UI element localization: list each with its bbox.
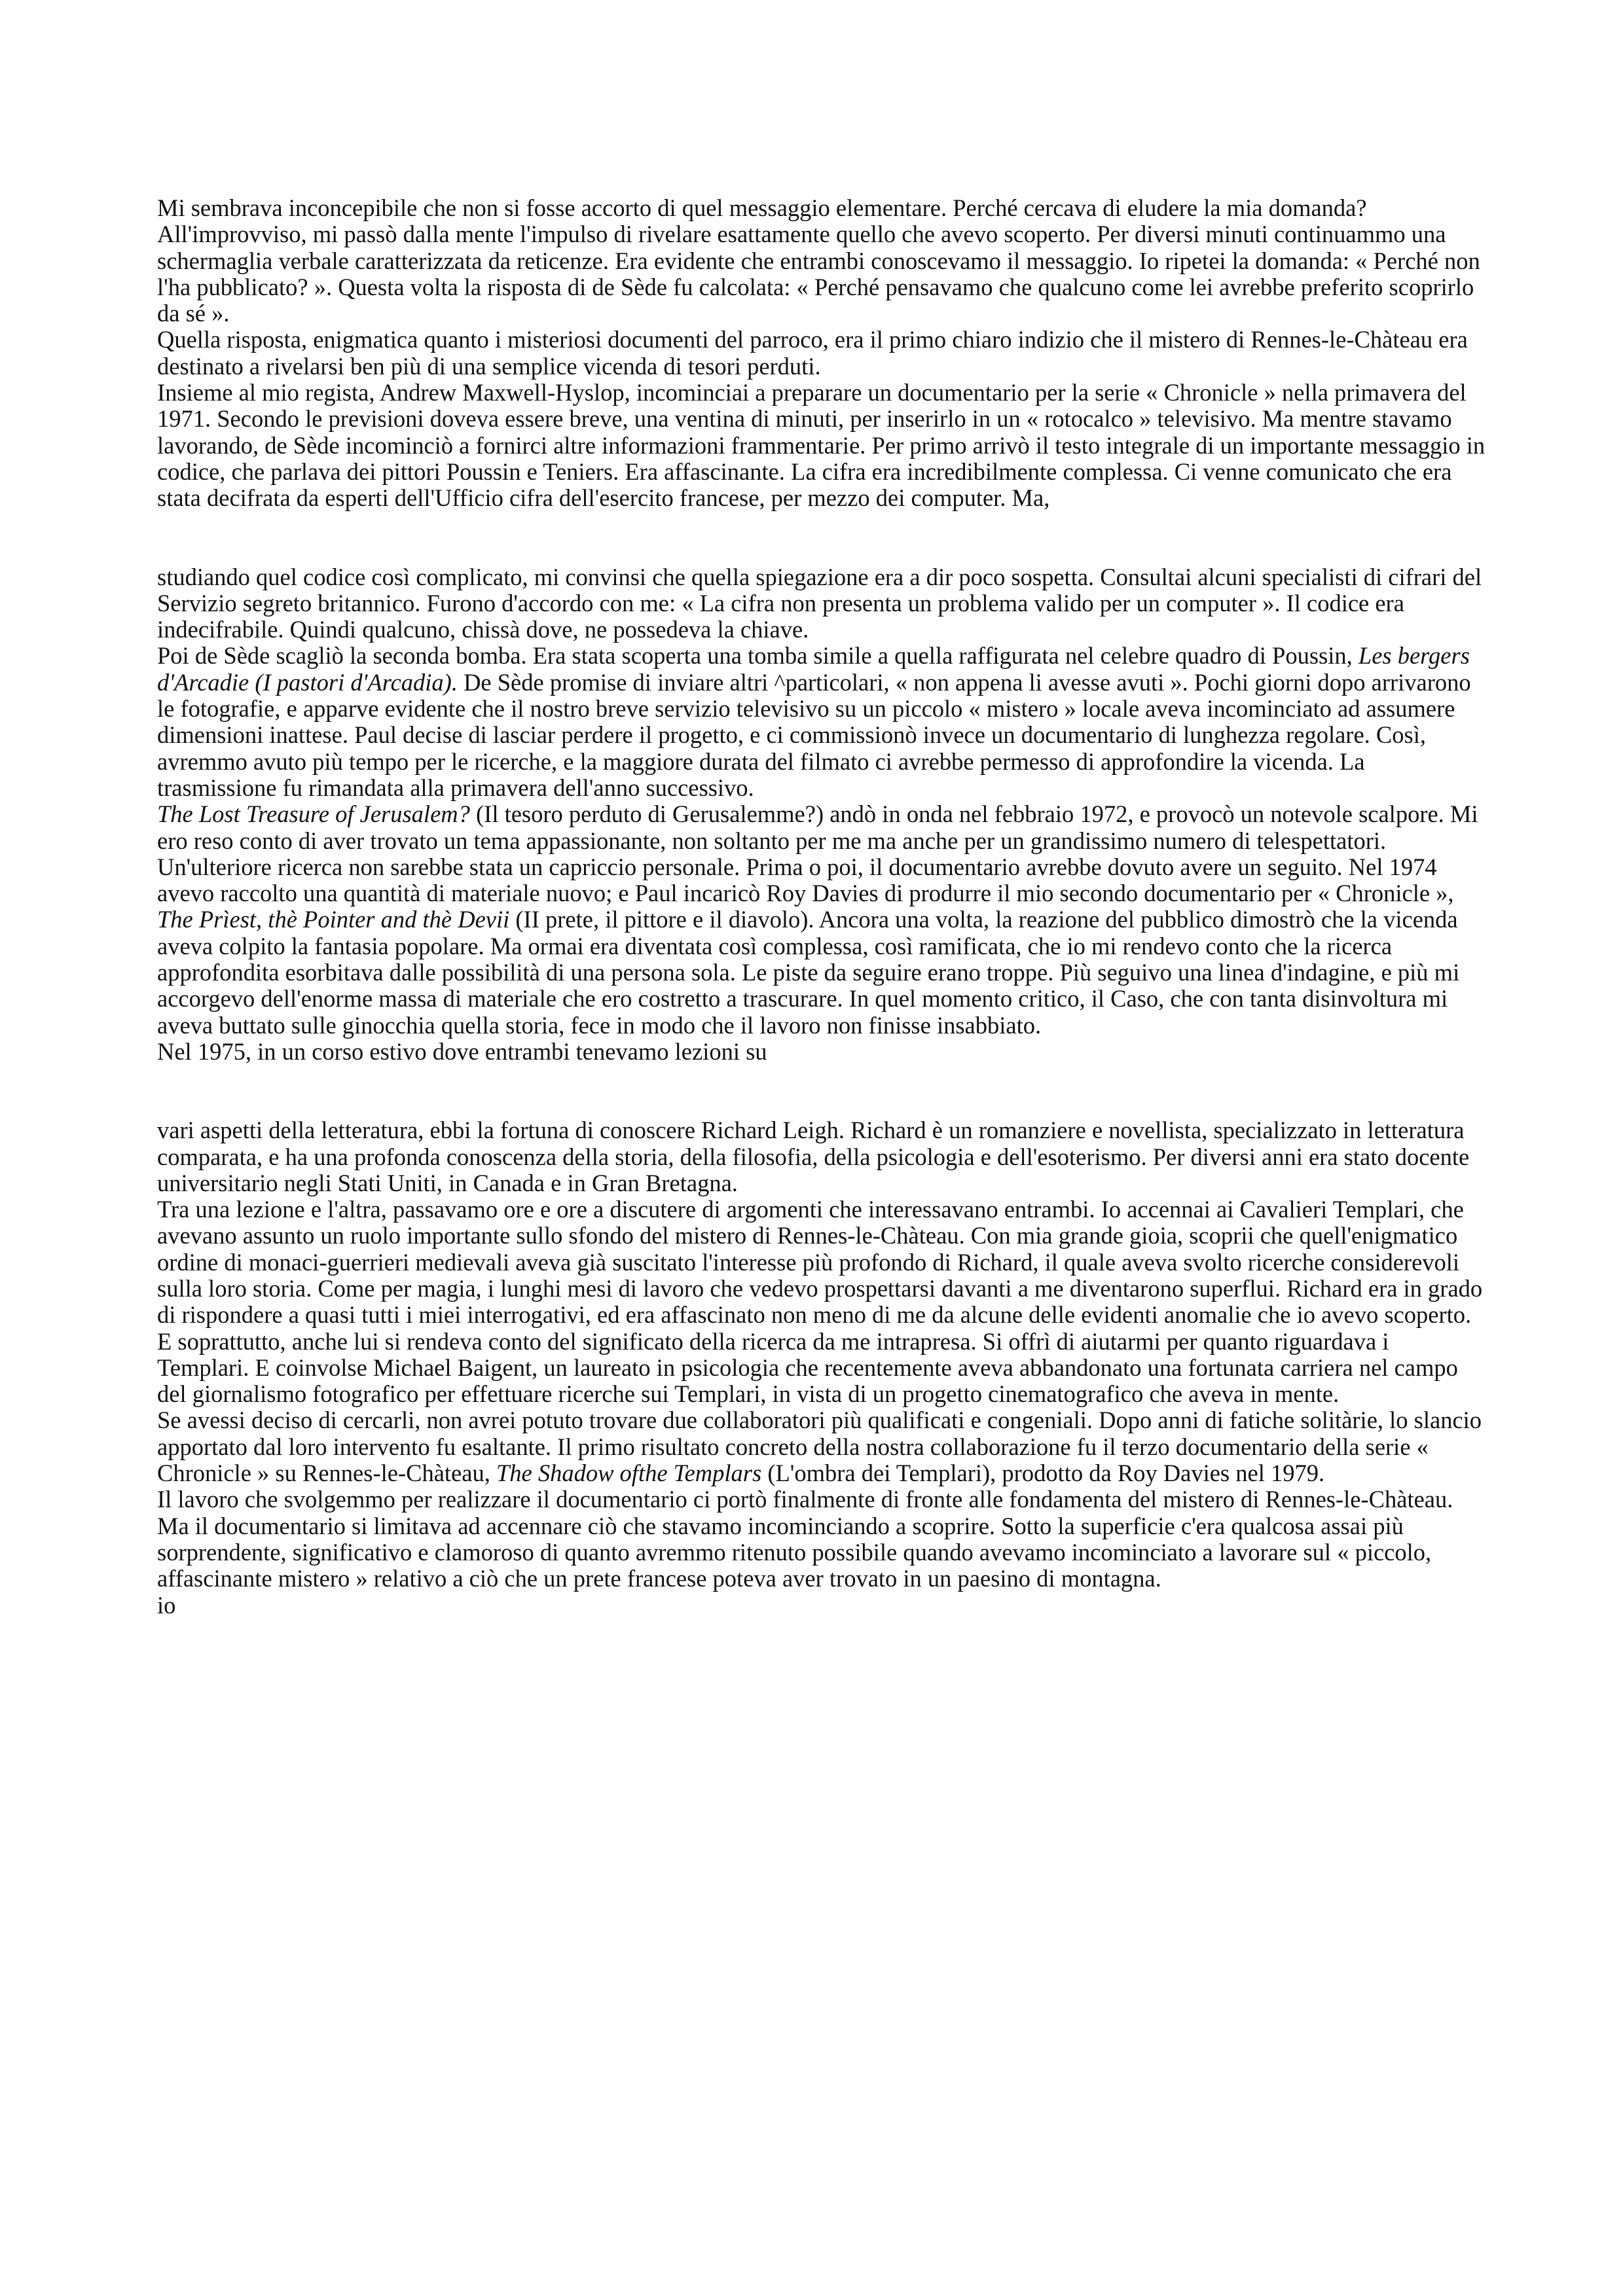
documentary-title: The Prìest, thè Pointer and thè Devii xyxy=(157,906,510,933)
text-run: De Sède promise di inviare altri ^particolari, « non appena li avesse avuti ». Pochi giorni dopo arrivarono le fotografie, e apparve evidente che il nostro breve servizio televisivo su un piccolo « mistero » locale aveva incominciato ad assumere dimensioni inattese. Paul decise di lasciar perdere il progetto, e ci commissionò invece un documentario di lunghezza regolare. Così, avremmo avuto più tempo per le ricerche, e la maggiore durata del filmato ci avrebbe permesso di approfondire la vicenda. La trasmissione fu rimandata alla primavera dell'anno successivo. xyxy=(157,668,1471,801)
paragraph: Quella risposta, enigmatica quanto i misteriosi documenti del parroco, era il primo chiaro indizio che il mistero di Rennes-le-Chàteau era destinato a rivelarsi ben più di una semplice vicenda di tesori perduti. xyxy=(157,326,1468,380)
text-block-2 xyxy=(157,564,1486,1066)
text-run: Poi de Sède scagliò la seconda bomba. Era stata scoperta una tomba simile a quella raffigurata nel celebre quadro di Poussin, xyxy=(157,642,1359,670)
text-block-1 xyxy=(157,195,1486,512)
page-break-gap xyxy=(157,1065,1486,1117)
paragraph: Nel 1975, in un corso estivo dove entrambi tenevamo lezioni su xyxy=(157,1037,767,1065)
document-page xyxy=(157,195,1486,1619)
paragraph: Mi sembrava inconcepibile che non si fosse accorto di quel messaggio elementare. Perché cercava di eludere la mia domanda? All'improvviso, mi passò dalla mente l'impulso di rivelare esattamente quello che avevo scoperto. Per diversi minuti continuammo una schermaglia verbale caratterizzata da reticenze. Era evidente che entrambi conoscevamo il messaggio. Io ripetei la domanda: « Perché non l'ha pubblicato? ». Questa volta la risposta di de Sède fu calcolata: « Perché pensavamo che qualcuno come lei avrebbe preferito scoprirlo da sé ». xyxy=(157,194,1480,327)
paragraph xyxy=(157,643,1486,801)
text-run: (L'ombra dei Templari), prodotto da Roy Davies nel 1979. xyxy=(761,1460,1325,1487)
paragraph xyxy=(157,1407,1486,1486)
paragraph: Tra una lezione e l'altra, passavamo ore e ore a discutere di argomenti che interessavano entrambi. Io accennai ai Cavalieri Templari, che avevano assunto un ruolo importante sullo sfondo del mistero di Rennes-le-Chàteau. Con mia grande gioia, scoprii che quell'enigmatico ordine di monaci-guerrieri medievali aveva già suscitato l'interesse più profondo di Richard, il quale aveva svolto ricerche considerevoli sulla loro storia. Come per magia, i lunghi mesi di lavoro che vedevo prospettarsi davanti a me diventarono superflui. Richard era in grado di rispondere a quasi tutti i miei interrogativi, ed era affascinato non meno di me da alcune delle evidenti anomalie che io avevo scoperto. E soprattutto, anche lui si rendeva conto del significato della ricerca da me intrapresa. Si offrì di aiutarmi per quanto riguardava i Templari. E coinvolse Michael Baigent, un laureato in psicologia che recentemente aveva abbandonato una fortunata carriera nel campo del giornalismo fotografico per effettuare ricerche sui Templari, in vista di un progetto cinematografico che aveva in mente. xyxy=(157,1196,1483,1408)
text-block-3 xyxy=(157,1117,1486,1619)
documentary-title: The Lost Treasure of Jerusalem? xyxy=(157,800,470,828)
paragraph: Insieme al mio regista, Andrew Maxwell-Hyslop, incominciai a preparare un documentario per la serie « Chronicle » nella primavera del 1971. Secondo le previsioni doveva essere breve, una ventina di minuti, per inserirlo in un « rotocalco » televisivo. Ma mentre stavamo lavorando, de Sède incominciò a fornirci altre informazioni frammentarie. Per primo arrivò il testo integrale di un importante messaggio in codice, che parlava dei pittori Poussin e Teniers. Era affascinante. La cifra era incredibilmente complessa. Ci venne comunicato che era stata decifrata da esperti dell'Ufficio cifra dell'esercito francese, per mezzo dei computer. Ma, xyxy=(157,379,1486,512)
page-number: io xyxy=(157,1591,176,1619)
paragraph xyxy=(157,801,1486,1039)
text-run: (II prete, il pittore e il diavolo). Ancora una volta, la reazione del pubblico dimostrò che la vicenda aveva colpito la fantasia popolare. Ma ormai era diventata così complessa, così ramificata, che io mi rendevo conto che la ricerca approfondita esorbitava dalle possibilità di una persona sola. Le piste da seguire erano troppe. Più seguivo una linea d'indagine, e più mi accorgevo dell'enorme massa di materiale che ero costretto a trascurare. In quel momento critico, il Caso, che con tanta disinvoltura mi aveva buttato sulle ginocchia quella storia, fece in modo che il lavoro non finisse insabbiato. xyxy=(157,906,1460,1039)
painting-title: Les bergers d'Arcadie (I pastori d'Arcadia). xyxy=(157,642,1470,696)
page-break-gap xyxy=(157,512,1486,564)
paragraph: Il lavoro che svolgemmo per realizzare il documentario ci portò finalmente di fronte alle fondamenta del mistero di Rennes-le-Chàteau. Ma il documentario si limitava ad accennare ciò che stavamo incominciando a scoprire. Sotto la superficie c'era qualcosa assai più sorprendente, significativo e clamoroso di quanto avremmo ritenuto possibile quando avevamo incominciato a lavorare sul « piccolo, affascinante mistero » relativo a ciò che un prete francese poteva aver trovato in un paesino di montagna. xyxy=(157,1486,1453,1592)
paragraph: vari aspetti della letteratura, ebbi la fortuna di conoscere Richard Leigh. Richard è un romanziere e novellista, specializzato in letteratura comparata, e ha una profonda conoscenza della storia, della filosofia, della psicologia e dell'esoterismo. Per diversi anni era stato docente universitario negli Stati Uniti, in Canada e in Gran Bretagna. xyxy=(157,1117,1470,1196)
text-run: Se avessi deciso di cercarli, non avrei potuto trovare due collaboratori più qualificati e congeniali. Dopo anni di fatiche solitàrie, lo slancio apportato dal loro intervento fu esaltante. Il primo risultato concreto della nostra collaborazione fu il terzo documentario della serie « Chronicle » su Rennes-le-Chàteau, xyxy=(157,1407,1482,1487)
documentary-title: The Shadow ofthe Templars xyxy=(496,1460,762,1487)
paragraph: studiando quel codice così complicato, mi convinsi che quella spiegazione era a dir poco sospetta. Consultai alcuni specialisti di cifrari del Servizio segreto britannico. Furono d'accordo con me: « La cifra non presenta un problema valido per un computer ». Il codice era indecifrabile. Quindi qualcuno, chissà dove, ne possedeva la chiave. xyxy=(157,563,1482,643)
text-run: (Il tesoro perduto di Gerusalemme?) andò in onda nel febbraio 1972, e provocò un notevole scalpore. Mi ero reso conto di aver trovato un tema appassionante, non soltanto per me ma anche per un grandissimo numero di telespettatori. Un'ulteriore ricerca non sarebbe stata un capriccio personale. Prima o poi, il documentario avrebbe dovuto avere un seguito. Nel 1974 avevo raccolto una quantità di materiale nuovo; e Paul incaricò Roy Davies di produrre il mio secondo documentario per « Chronicle », xyxy=(157,800,1478,907)
